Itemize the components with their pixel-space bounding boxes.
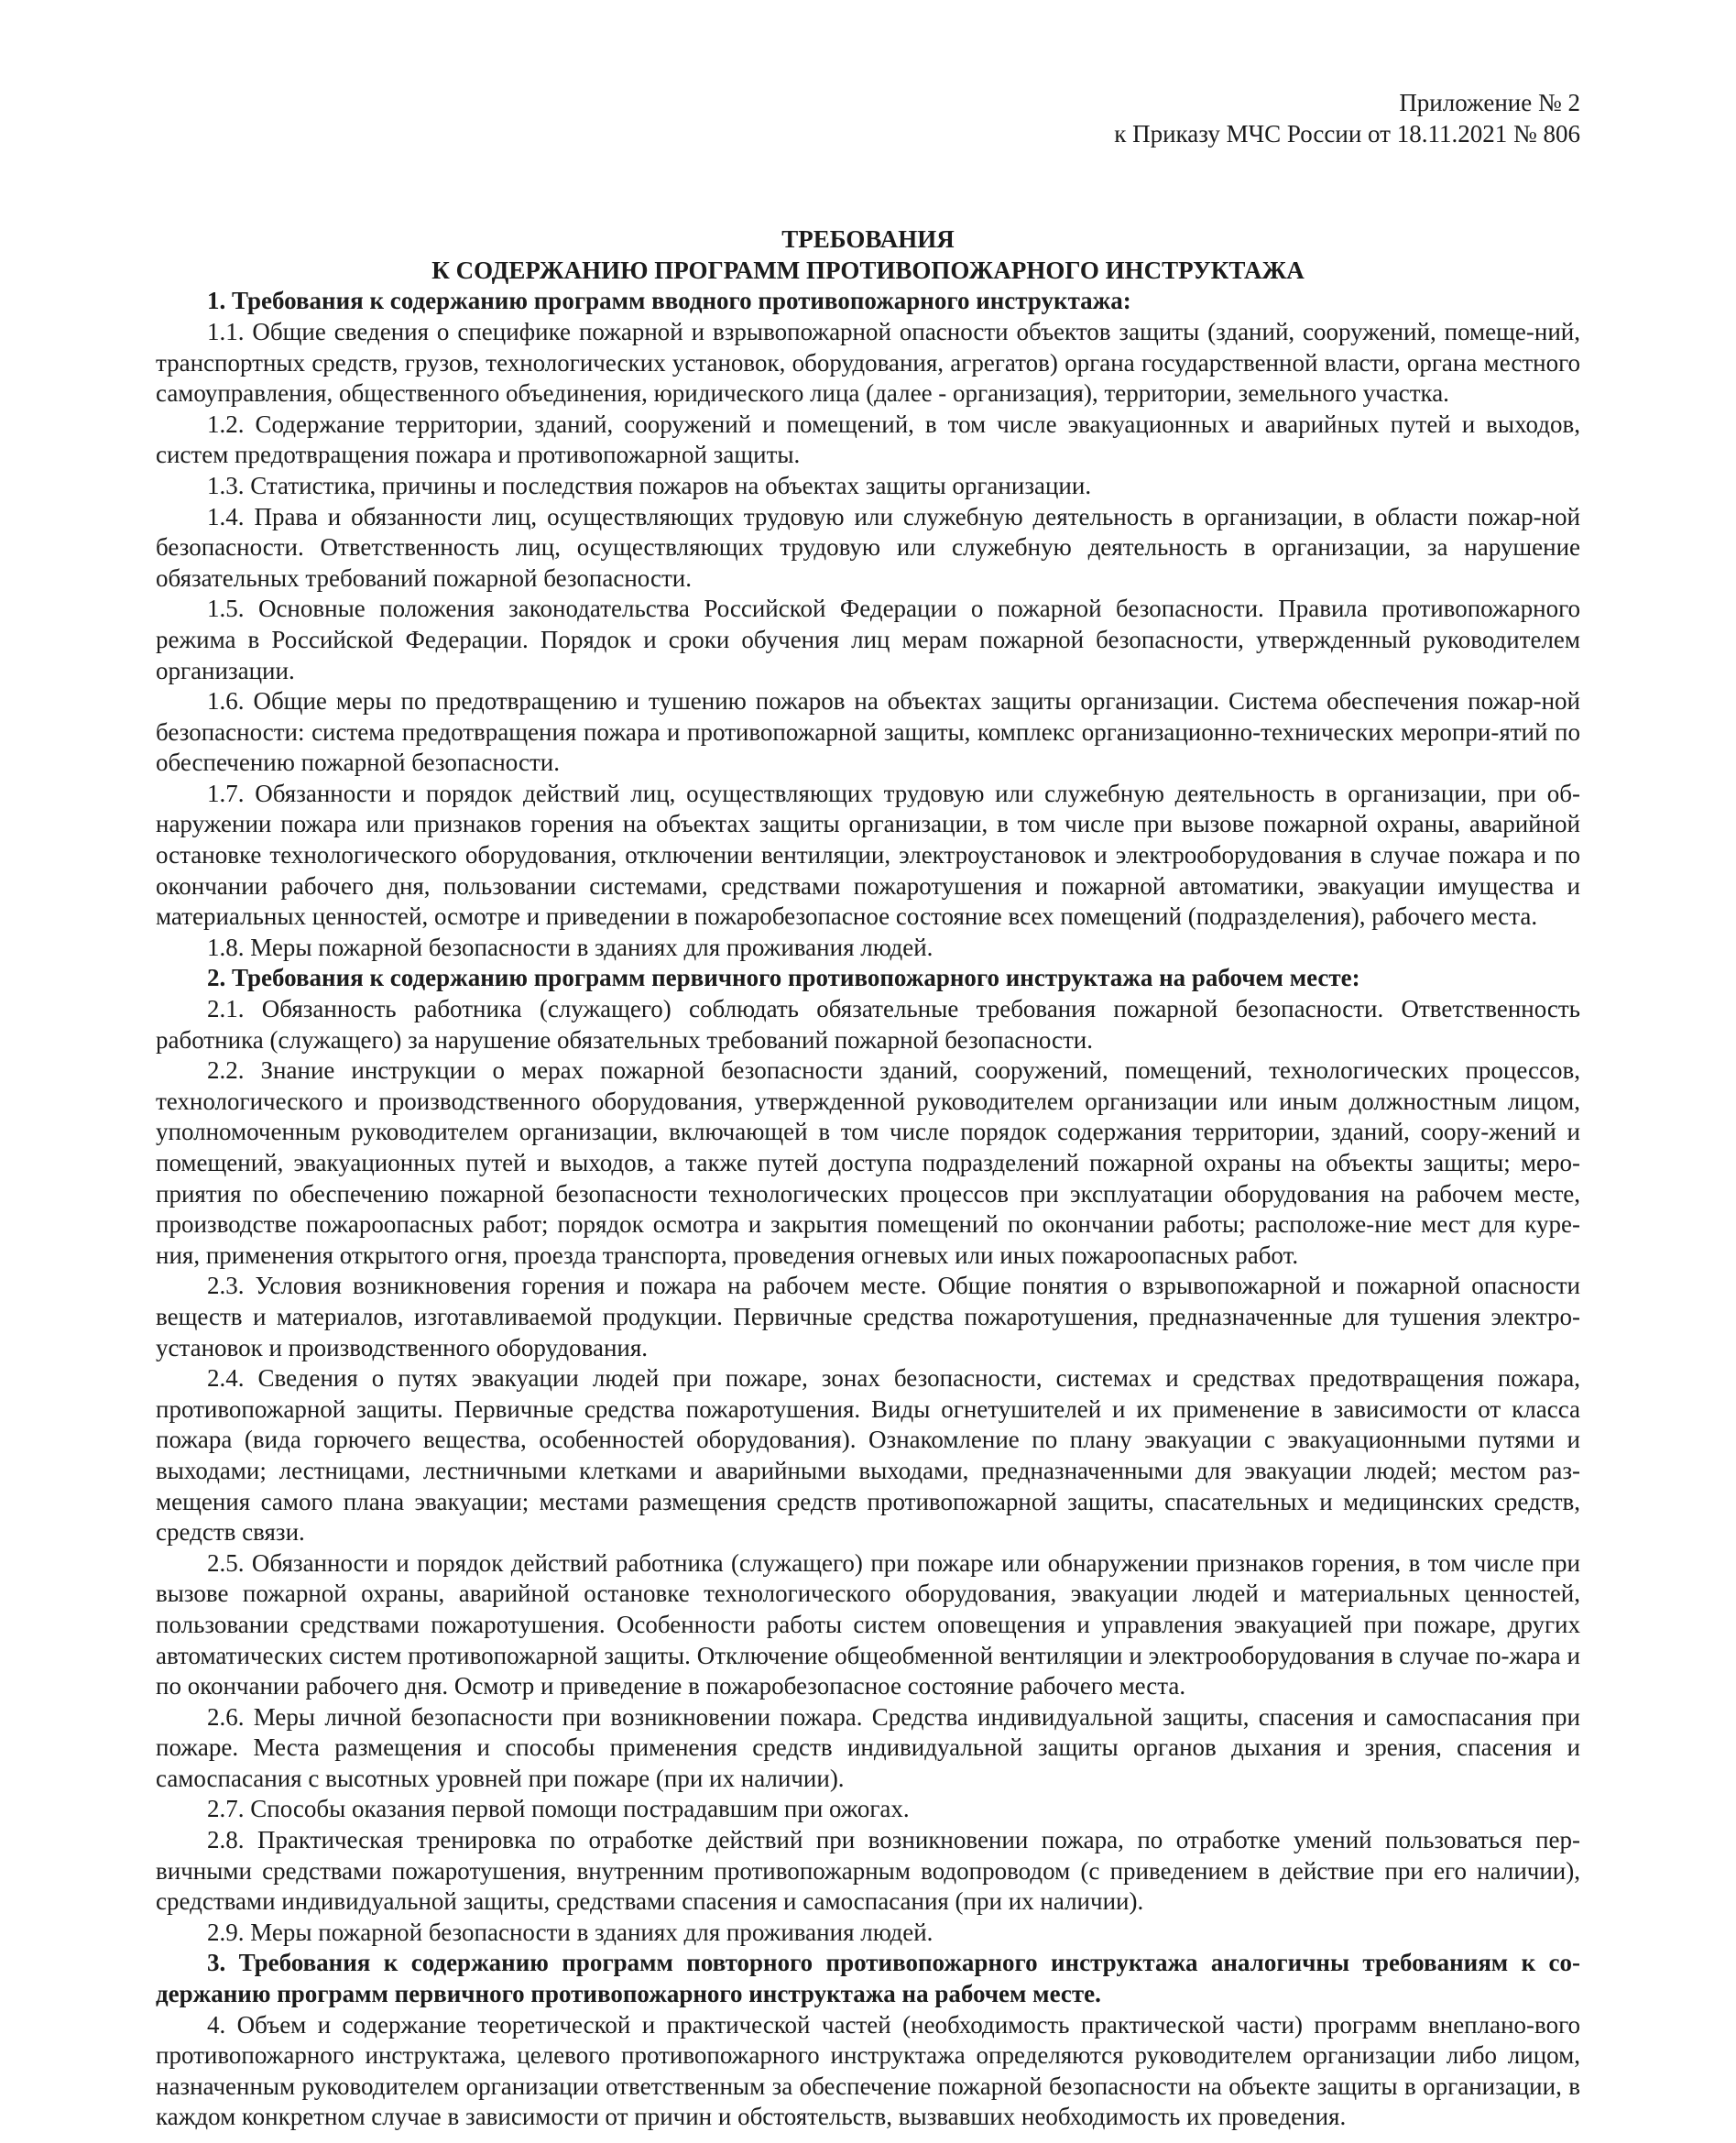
paragraph-1-7: 1.7. Обязанности и порядок действий лиц, осуществляющих трудовую или служебную деятельность в организации, при об-наружении пожара или признаков горения на объектах защиты организации, в том числе при вызове пожарной охраны, аварийной остановке технологического оборудования, отключении вентиляции, электроустановок и электрооборудования в случае пожара и по окончании рабочего дня, пользовании системами, средствами пожаротушения и пожарной автоматики, эвакуации имущества и материальных ценностей, осмотре и приведении в пожаробезопасное состояние всех помещений (подразделения), рабочего места. bbox=[156, 779, 1580, 931]
paragraph-2-9: 2.9. Меры пожарной безопасности в зданиях для проживания людей. bbox=[207, 1918, 934, 1946]
paragraph-2-2: 2.2. Знание инструкции о мерах пожарной безопасности зданий, сооружений, помещений, технологических процессов, технологического и производственного оборудования, утвержденной руководителем организации или иным должностным лицом, уполномоченным руководителем организации, включающей в том числе порядок содержания территории, зданий, соору-жений и помещений, эвакуационных путей и выходов, а также путей доступа подразделений пожарной охраны на объекты защиты; меро-приятия по обеспечению пожарной безопасности технологических процессов при эксплуатации оборудования на рабочем месте, производстве пожароопасных работ; порядок осмотра и закрытия помещений по окончании работы; расположе-ние мест для куре-ния, применения открытого огня, проезда транспорта, проведения огневых или иных пожароопасных работ. bbox=[156, 1056, 1580, 1269]
paragraph-2-5: 2.5. Обязанности и порядок действий работника (служащего) при пожаре или обнаружении признаков горения, в том числе при вызове пожарной охраны, аварийной остановке технологического оборудования, эвакуации людей и материальных ценностей, пользовании средствами пожаротушения. Особенности работы систем оповещения и управления эвакуацией при пожаре, других автоматических систем противопожарной защиты. Отключение общеобменной вентиляции и электрооборудования в случае по-жара и по окончании рабочего дня. Осмотр и приведение в пожаробезопасное состояние рабочего места. bbox=[156, 1548, 1580, 1700]
paragraph-1-4: 1.4. Права и обязанности лиц, осуществляющих трудовую или служебную деятельность в организации, в области пожар-ной безопасности. Ответственность лиц, осуществляющих трудовую или служебную деятельность в организации, за нарушение обязательных требований пожарной безопасности. bbox=[156, 502, 1580, 592]
paragraph-1-6: 1.6. Общие меры по предотвращению и тушению пожаров на объектах защиты организации. Система обеспечения пожар-ной безопасности: система предотвращения пожара и противопожарной защиты, комплекс организационно-технических меропри-ятий по обеспечению пожарной безопасности. bbox=[156, 687, 1580, 777]
section-3-paragraph: 3. Требования к содержанию программ повторного противопожарного инструктажа аналогичны требованиям к со-держанию программ первичного противопожарного инструктажа на рабочем месте. bbox=[156, 1949, 1580, 2008]
paragraph-2-6: 2.6. Меры личной безопасности при возникновении пожара. Средства индивидуальной защиты, спасения и самоспасания при пожаре. Места размещения и способы применения средств индивидуальной защиты органов дыхания и зрения, спасения и самоспасания с высотных уровней при пожаре (при их наличии). bbox=[156, 1702, 1580, 1792]
paragraph-1-5: 1.5. Основные положения законодательства Российской Федерации о пожарной безопасности. Правила противопожарного режима в Российской Федерации. Порядок и сроки обучения лиц мерам пожарной безопасности, утвержденный руководителем организации. bbox=[156, 595, 1580, 684]
document-title-line-1: ТРЕБОВАНИЯ bbox=[781, 225, 955, 254]
section-1-heading: 1. Требования к содержанию программ вводного противопожарного инструктажа: bbox=[207, 287, 1131, 315]
paragraph-1-3: 1.3. Статистика, причины и последствия пожаров на объектах защиты организации. bbox=[207, 471, 1092, 499]
annotation-line-2: к Приказу МЧС России от 18.11.2021 № 806 bbox=[1114, 119, 1580, 148]
section-2-heading: 2. Требования к содержанию программ первичного противопожарного инструктажа на рабочем месте: bbox=[207, 964, 1360, 992]
paragraph-2-3: 2.3. Условия возникновения горения и пожара на рабочем месте. Общие понятия о взрывопожарной и пожарной опасности веществ и материалов, изготавливаемой продукции. Первичные средства пожаротушения, предназначенные для тушения электро-установок и производственного оборудования. bbox=[156, 1272, 1580, 1361]
paragraph-1-1: 1.1. Общие сведения о специфике пожарной и взрывопожарной опасности объектов защиты (зданий, сооружений, помеще-ний, транспортных средств, грузов, технологических установок, оборудования, агрегатов) органа государственной власти, органа местного самоуправления, общественного объединения, юридического лица (далее - организация), территории, земельного участка. bbox=[156, 317, 1580, 408]
section-4-paragraph: 4. Объем и содержание теоретической и практической частей (необходимость практической части) программ внеплано-вого противопожарного инструктажа, целевого противопожарного инструктажа определяются руководителем организации либо лицом, назначенным руководителем организации ответственным за обеспечение пожарной безопасности на объекте защиты в организации, в каждом конкретном случае в зависимости от причин и обстоятельств, вызвавших необходимость их проведения. bbox=[156, 2010, 1580, 2131]
paragraph-1-2: 1.2. Содержание территории, зданий, сооружений и помещений, в том числе эвакуационных и аварийных путей и выходов, систем предотвращения пожара и противопожарной защиты. bbox=[156, 410, 1580, 469]
paragraph-2-7: 2.7. Способы оказания первой помощи пострадавшим при ожогах. bbox=[207, 1795, 910, 1823]
paragraph-1-8: 1.8. Меры пожарной безопасности в зданиях для проживания людей. bbox=[207, 933, 934, 961]
document-title-line-2: К СОДЕРЖАНИЮ ПРОГРАММ ПРОТИВОПОЖАРНОГО ИНСТРУКТАЖА bbox=[431, 256, 1305, 284]
document-title bbox=[156, 224, 1580, 286]
paragraph-2-8: 2.8. Практическая тренировка по отработке действий при возникновении пожара, по отработке умений пользоваться пер-вичными средствами пожаротушения, внутренним противопожарным водопроводом (с приведением в действие при его наличии), средствами индивидуальной защиты, средствами спасения и самоспасания (при их наличии). bbox=[156, 1826, 1580, 1916]
paragraph-2-4: 2.4. Сведения о путях эвакуации людей при пожаре, зонах безопасности, системах и средствах предотвращения пожара, противопожарной защиты. Первичные средства пожаротушения. Виды огнетушителей и их применение в зависимости от класса пожара (вида горючего вещества, особенностей оборудования). Ознакомление по плану эвакуации с эвакуационными путями и выходами; лестницами, лестничными клетками и аварийными выходами, предназначенными для эвакуации людей; местом раз-мещения самого плана эвакуации; местами размещения средств противопожарной защиты, спасательных и медицинских средств, средств связи. bbox=[156, 1364, 1580, 1547]
paragraph-2-1: 2.1. Обязанность работника (служащего) соблюдать обязательные требования пожарной безопасности. Ответственность работника (служащего) за нарушение обязательных требований пожарной безопасности. bbox=[156, 995, 1580, 1054]
annotation-line-1: Приложение № 2 bbox=[1399, 89, 1580, 116]
annotation bbox=[156, 88, 1580, 149]
